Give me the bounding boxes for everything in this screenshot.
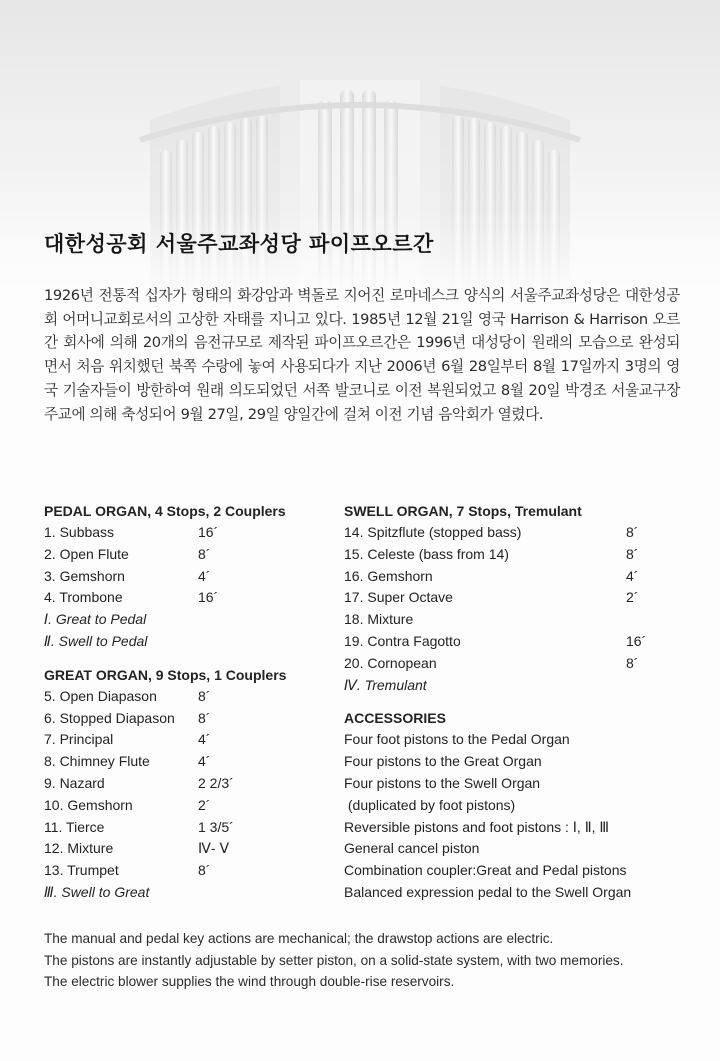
stop-row xyxy=(44,544,334,566)
stop-size: 8´ xyxy=(626,654,639,671)
swell-organ-heading: SWELL ORGAN, 7 Stops, Tremulant xyxy=(344,503,582,519)
accessory-item: Reversible pistons and foot pistons : Ⅰ, Ⅱ, Ⅲ xyxy=(344,818,610,835)
coupler-name: Ⅰ. Great to Pedal xyxy=(44,611,147,628)
stop-name: 15. Celeste (bass from 14) xyxy=(344,545,509,562)
stop-row xyxy=(44,838,334,860)
stop-size: 4´ xyxy=(626,567,639,584)
accessory-item: Four pistons to the Great Organ xyxy=(344,753,542,770)
stop-row xyxy=(344,544,674,566)
tremulant-name: Ⅳ. Tremulant xyxy=(344,676,427,693)
stop-name: 18. Mixture xyxy=(344,611,414,628)
stop-size: 2´ xyxy=(198,796,211,813)
stop-row xyxy=(44,773,334,795)
coupler-row xyxy=(44,631,334,653)
stop-size: 4´ xyxy=(198,753,211,770)
stop-row xyxy=(344,566,674,588)
stop-name: 7. Principal xyxy=(44,731,114,748)
stop-size: 16´ xyxy=(198,589,219,606)
stop-name: 3. Gemshorn xyxy=(44,567,125,584)
stop-name: 20. Cornopean xyxy=(344,654,437,671)
stop-row xyxy=(44,729,334,751)
stop-size: 4´ xyxy=(198,567,211,584)
stop-name: 10. Gemshorn xyxy=(44,796,133,813)
section-gap xyxy=(44,653,334,664)
page-title: 대한성공회 서울주교좌성당 파이프오르간 xyxy=(44,232,434,256)
accessory-item: Four foot pistons to the Pedal Organ xyxy=(344,731,570,748)
stop-size: 2 2/3´ xyxy=(198,774,234,791)
stop-name: 5. Open Diapason xyxy=(44,687,157,704)
footer-line: The electric blower supplies the wind through double-rise reservoirs. xyxy=(44,974,455,990)
left-column xyxy=(44,500,334,904)
stop-size: 8´ xyxy=(198,862,211,879)
stop-size: 1 3/5´ xyxy=(198,818,234,835)
stop-row xyxy=(44,708,334,730)
stop-name: 19. Contra Fagotto xyxy=(344,632,461,649)
stop-name: 14. Spitzflute (stopped bass) xyxy=(344,524,522,540)
stop-size: 4´ xyxy=(198,731,211,748)
stop-row xyxy=(44,587,334,609)
stop-name: 1. Subbass xyxy=(44,524,115,540)
accessory-item: Balanced expression pedal to the Swell Organ xyxy=(344,883,632,900)
stop-size: 8´ xyxy=(626,524,639,540)
stop-name: 13. Trumpet xyxy=(44,862,119,879)
coupler-name: Ⅱ. Swell to Pedal xyxy=(44,632,148,649)
stop-row xyxy=(44,522,334,544)
stop-name: 4. Trombone xyxy=(44,589,123,606)
coupler-row xyxy=(44,609,334,631)
stop-row xyxy=(344,587,674,609)
stop-row xyxy=(344,653,674,675)
stop-size: 16´ xyxy=(626,632,647,649)
stop-name: 12. Mixture xyxy=(44,840,114,857)
stop-row xyxy=(44,860,334,882)
stop-row xyxy=(44,566,334,588)
stop-name: 11. Tierce xyxy=(44,818,105,835)
stop-size: 16´ xyxy=(198,524,219,540)
great-organ-heading: GREAT ORGAN, 9 Stops, 1 Couplers xyxy=(44,666,287,683)
stop-row xyxy=(44,751,334,773)
stop-row xyxy=(44,686,334,708)
accessory-item: Four pistons to the Swell Organ xyxy=(344,774,541,791)
stop-row xyxy=(344,631,674,653)
coupler-row xyxy=(44,882,334,904)
right-column xyxy=(344,500,674,904)
footer-line: The manual and pedal key actions are mechanical; the drawstop actions are electric. xyxy=(44,931,554,946)
stop-row xyxy=(44,817,334,839)
stop-row xyxy=(344,609,674,631)
stop-size: Ⅳ- Ⅴ xyxy=(198,840,230,857)
coupler-name: Ⅲ. Swell to Great xyxy=(44,883,150,900)
accessory-item: Combination coupler:Great and Pedal pistons xyxy=(344,862,627,879)
stop-size: 2´ xyxy=(626,589,639,606)
stop-name: 8. Chimney Flute xyxy=(44,753,150,770)
accessories-heading: ACCESSORIES xyxy=(344,710,446,727)
footer-line: The pistons are instantly adjustable by setter piston, on a solid-state system, with two memories. xyxy=(44,952,624,968)
accessory-item: (duplicated by foot pistons) xyxy=(344,796,516,813)
stop-size: 8´ xyxy=(626,545,639,562)
intro-paragraph: 1926년 전통적 십자가 형태의 화강암과 벽돌로 지어진 로마네스크 양식의 서울주교좌성당은 대한성공회 어머니교회로서의 고상한 자태를 지니고 있다. 1985년 12월 21일 영국 Harrison & Harrison 오르간 회사에 의해 20개의 음전규모로 제작된 파이프오르간은 1996년 대성당이 원래의 모습으로 완성되면서 처음 위치했던 북쪽 수랑에 놓여 사용되다가 지난 2006년 6월 28일부터 8월 17일까지 3명의 영국 기술자들이 방한하여 원래 의도되었던 서쪽 발코니로 이전 복원되었고 8월 20일 박경조 서울교구장 주교에 의해 축성되어 9월 27일, 29일 양일간에 걸쳐 이전 기념 음악회가 열렸다. xyxy=(44,287,680,423)
stop-size: 8´ xyxy=(198,709,211,726)
stop-name: 16. Gemshorn xyxy=(344,567,433,584)
stop-size: 8´ xyxy=(198,687,211,704)
stop-size: 8´ xyxy=(198,545,211,562)
stop-name: 17. Super Octave xyxy=(344,589,453,606)
stop-name: 2. Open Flute xyxy=(44,545,129,562)
stop-name: 6. Stopped Diapason xyxy=(44,709,175,726)
tremulant-row xyxy=(344,675,674,697)
stop-row xyxy=(344,522,674,544)
pedal-organ-heading: PEDAL ORGAN, 4 Stops, 2 Couplers xyxy=(44,503,286,519)
stop-name: 9. Nazard xyxy=(44,774,105,791)
stop-row xyxy=(44,795,334,817)
section-gap xyxy=(344,696,674,707)
footer-notes xyxy=(44,928,684,993)
accessory-item: General cancel piston xyxy=(344,840,480,857)
